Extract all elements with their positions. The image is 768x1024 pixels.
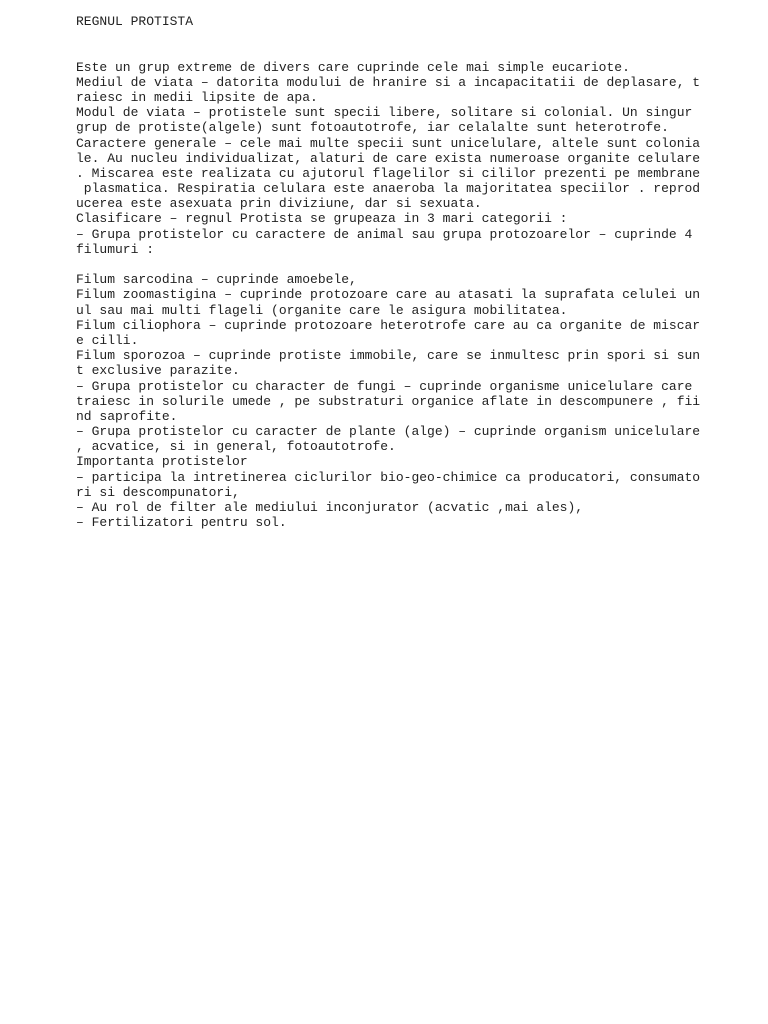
- text-line: ri si descompunatori,: [76, 484, 240, 500]
- text-line: Filum sarcodina – cuprinde amoebele,: [76, 272, 357, 288]
- text-line: Este un grup extreme de divers care cuprinde cele mai simple eucariote.: [76, 59, 630, 75]
- text-line: filumuri :: [76, 241, 155, 257]
- text-line: ucerea este asexuata prin diviziune, dar si sexuata.: [76, 196, 482, 212]
- text-line: – Fertilizatori pentru sol.: [76, 515, 287, 531]
- document-title: REGNUL PROTISTA: [76, 14, 194, 29]
- text-line: – Grupa protistelor cu caractere de animal sau grupa protozoarelor – cuprinde 4: [76, 226, 693, 242]
- text-line: Importanta protistelor: [76, 454, 248, 470]
- text-line: grup de protiste(algele) sunt fotoautotrofe, iar celalalte sunt heterotrofe.: [76, 120, 669, 136]
- text-line: Filum zoomastigina – cuprinde protozoare care au atasati la suprafata celulei un: [76, 287, 701, 303]
- text-line: – Au rol de filter ale mediului inconjurator (acvatic ,mai ales),: [76, 500, 584, 516]
- text-line: – Grupa protistelor cu caracter de plante (alge) – cuprinde organism unicelulare: [76, 424, 701, 440]
- text-line: Clasificare – regnul Protista se grupeaza in 3 mari categorii :: [76, 211, 568, 227]
- text-line: Mediul de viata – datorita modului de hranire si a incapacitatii de deplasare, t: [76, 74, 701, 90]
- document-page: [76, 14, 756, 530]
- text-line: – Grupa protistelor cu character de fungi – cuprinde organisme unicelulare care: [76, 378, 693, 394]
- blank-line: [76, 257, 756, 272]
- text-line: . Miscarea este realizata cu ajutorul flagelilor si cililor prezenti pe membrane: [76, 165, 701, 181]
- text-line: le. Au nucleu individualizat, alaturi de care exista numeroase organite celulare: [76, 150, 701, 166]
- text-line: e cilli.: [76, 332, 139, 348]
- text-line: raiesc in medii lipsite de apa.: [76, 89, 318, 105]
- text-line: ul sau mai multi flageli (organite care le asigura mobilitatea.: [76, 302, 568, 318]
- text-line: traiesc in solurile umede , pe substraturi organice aflate in descompunere , fii: [76, 393, 701, 409]
- text-line: Caractere generale – cele mai multe specii sunt unicelulare, altele sunt colonia: [76, 135, 701, 151]
- text-line: Filum ciliophora – cuprinde protozoare heterotrofe care au ca organite de miscar: [76, 317, 701, 333]
- text-line: Filum sporozoa – cuprinde protiste immobile, care se inmultesc prin spori si sun: [76, 348, 701, 364]
- text-line: plasmatica. Respiratia celulara este anaeroba la majoritatea speciilor . reprod: [76, 181, 701, 197]
- text-line: nd saprofite.: [76, 408, 178, 424]
- text-line: Modul de viata – protistele sunt specii libere, solitare si colonial. Un singur: [76, 105, 693, 121]
- text-line: t exclusive parazite.: [76, 363, 240, 379]
- text-line: – participa la intretinerea ciclurilor bio-geo-chimice ca producatori, consumato: [76, 469, 701, 485]
- text-line: , acvatice, si in general, fotoautotrofe.: [76, 439, 396, 455]
